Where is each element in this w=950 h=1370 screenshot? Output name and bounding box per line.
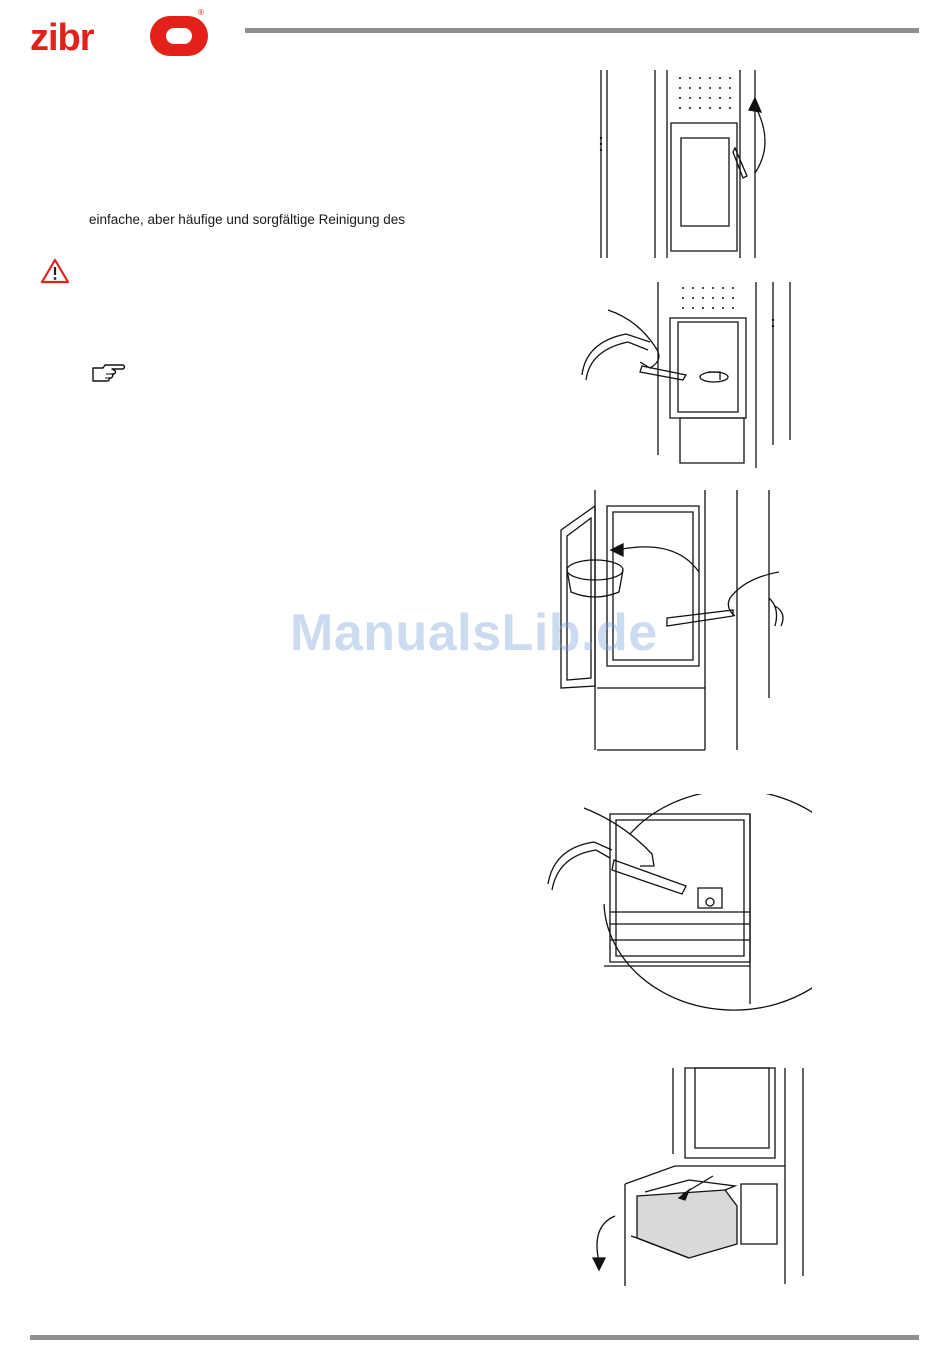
registered-mark: ® xyxy=(198,8,204,17)
figure-vacuum-chamber-detail xyxy=(544,794,812,1014)
paragraph-fragment: einfache, aber häufige und sorgfältige Reinigung des xyxy=(89,212,405,227)
figure-stove-door-latch xyxy=(595,68,795,260)
zibro-logo xyxy=(30,12,210,60)
footer-rule xyxy=(30,1335,919,1340)
pointing-hand-icon xyxy=(90,362,126,384)
figure-vacuum-burn-pot xyxy=(578,280,793,470)
svg-text:zibr: zibr xyxy=(30,17,94,59)
warning-triangle-icon xyxy=(40,258,70,284)
figure-remove-ash-drawer xyxy=(585,1066,820,1286)
header-rule xyxy=(245,28,919,33)
watermark: ManualsLib.de xyxy=(290,604,658,662)
